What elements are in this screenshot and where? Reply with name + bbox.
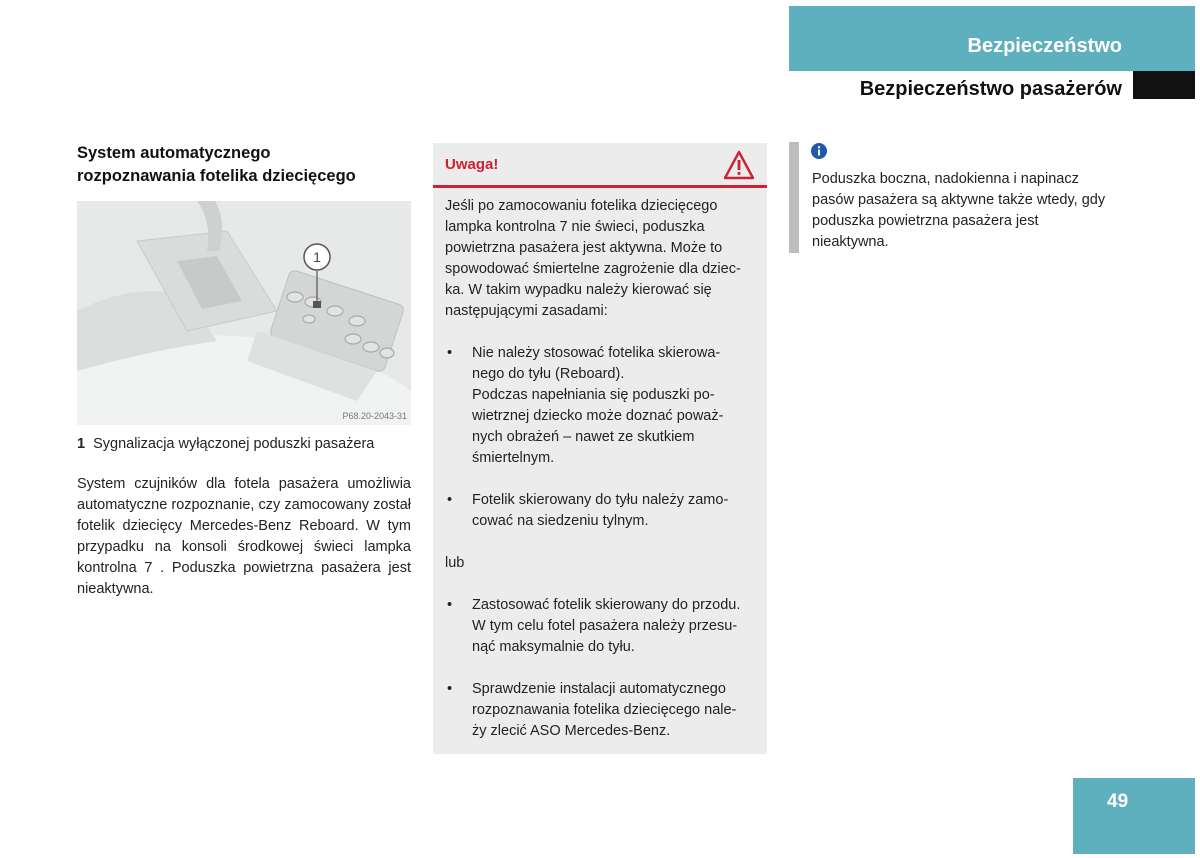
warning-box — [433, 143, 767, 754]
info-icon — [811, 143, 827, 159]
bullet-dot: • — [447, 597, 453, 613]
warning-or: lub — [445, 555, 465, 571]
page-number: 49 — [1107, 791, 1129, 812]
bullet-line: Nie należy stosować fotelika skierowa- — [472, 345, 721, 361]
warning-intro-line: lampka kontrolna 7 nie świeci, poduszka — [445, 219, 705, 235]
subheading-line-2: rozpoznawania fotelika dziecięcego — [77, 167, 356, 185]
bullet-line: Sprawdzenie instalacji automatycznego — [472, 681, 726, 697]
body-paragraph: System czujników dla fotela pasażera umożliwia automatyczne rozpoznanie, czy zamocowany został fotelik dziecięcy Mercedes-Benz Reboard. W tym przypadku na konsoli środkowej świeci lampka kontrolna 7 . Poduszka powietrzna pasażera jest nieaktywna. — [77, 476, 411, 597]
warning-intro-line: powietrzna pasażera jest aktywna. Może to — [445, 240, 723, 256]
bullet-line: śmiertelnym. — [472, 450, 555, 466]
subheading-line-1: System automatycznego — [77, 144, 271, 162]
caption-number: 1 — [77, 436, 86, 452]
section-title: Bezpieczeństwo pasażerów — [859, 78, 1122, 100]
section-marker — [1133, 71, 1195, 99]
warning-bullet-1 — [445, 343, 767, 469]
warning-body — [445, 196, 767, 742]
info-text: Poduszka boczna, nadokienna i napinacz pasów pasażera są aktywne także wtedy, gdy poduszka powietrzna pasażera jest nieaktywna. — [812, 171, 1106, 250]
bullet-line: Fotelik skierowany do tyłu należy zamo- — [472, 492, 729, 508]
bullet-line: nąć maksymalnie do tyłu. — [472, 639, 635, 655]
bullet-line: nych obrażeń – nawet ze skutkiem — [472, 429, 695, 445]
figure-code: P68.20-2043-31 — [342, 411, 407, 421]
bullet-dot: • — [447, 681, 453, 697]
bullet-line: cować na siedzeniu tylnym. — [472, 513, 649, 529]
warning-triangle-icon — [723, 150, 755, 180]
warning-intro-line: spowodować śmiertelne zagrożenie dla dziec- — [445, 261, 741, 277]
page-number-box — [1073, 778, 1195, 854]
console-illustration — [77, 201, 411, 425]
bullet-line: W tym celu fotel pasażera należy przesu- — [472, 618, 738, 634]
warning-header — [433, 143, 767, 188]
figure-caption — [77, 434, 411, 455]
left-column — [77, 142, 411, 188]
bullet-line: wietrznej dziecko może doznać poważ- — [472, 408, 724, 424]
warning-intro-line: ka. W takim wypadku należy kierować się — [445, 282, 712, 298]
warning-intro-line: następującymi zasadami: — [445, 303, 608, 319]
warning-intro-line: Jeśli po zamocowaniu fotelika dziecięcego — [445, 198, 718, 214]
warning-title: Uwaga! — [445, 156, 499, 173]
bullet-line: rozpoznawania fotelika dziecięcego nale- — [472, 702, 737, 718]
warning-bullet-4 — [445, 679, 767, 742]
bullet-line: Podczas napełniania się poduszki po- — [472, 387, 715, 403]
chapter-header-band — [789, 6, 1195, 71]
caption-text: Sygnalizacja wyłączonej poduszki pasażera — [93, 436, 375, 452]
chapter-title: Bezpieczeństwo — [967, 35, 1122, 57]
bullet-line: nego do tyłu (Reboard). — [472, 366, 625, 382]
bullet-dot: • — [447, 345, 453, 361]
bullet-line: ży zlecić ASO Mercedes-Benz. — [472, 723, 671, 739]
bullet-line: Zastosować fotelik skierowany do przodu. — [472, 597, 741, 613]
callout-number: 1 — [313, 249, 321, 265]
info-side-bar — [789, 142, 799, 253]
warning-bullet-3 — [445, 595, 767, 658]
console-photo-svg — [77, 201, 411, 425]
warning-bullet-2 — [445, 490, 767, 532]
bullet-dot: • — [447, 492, 453, 508]
